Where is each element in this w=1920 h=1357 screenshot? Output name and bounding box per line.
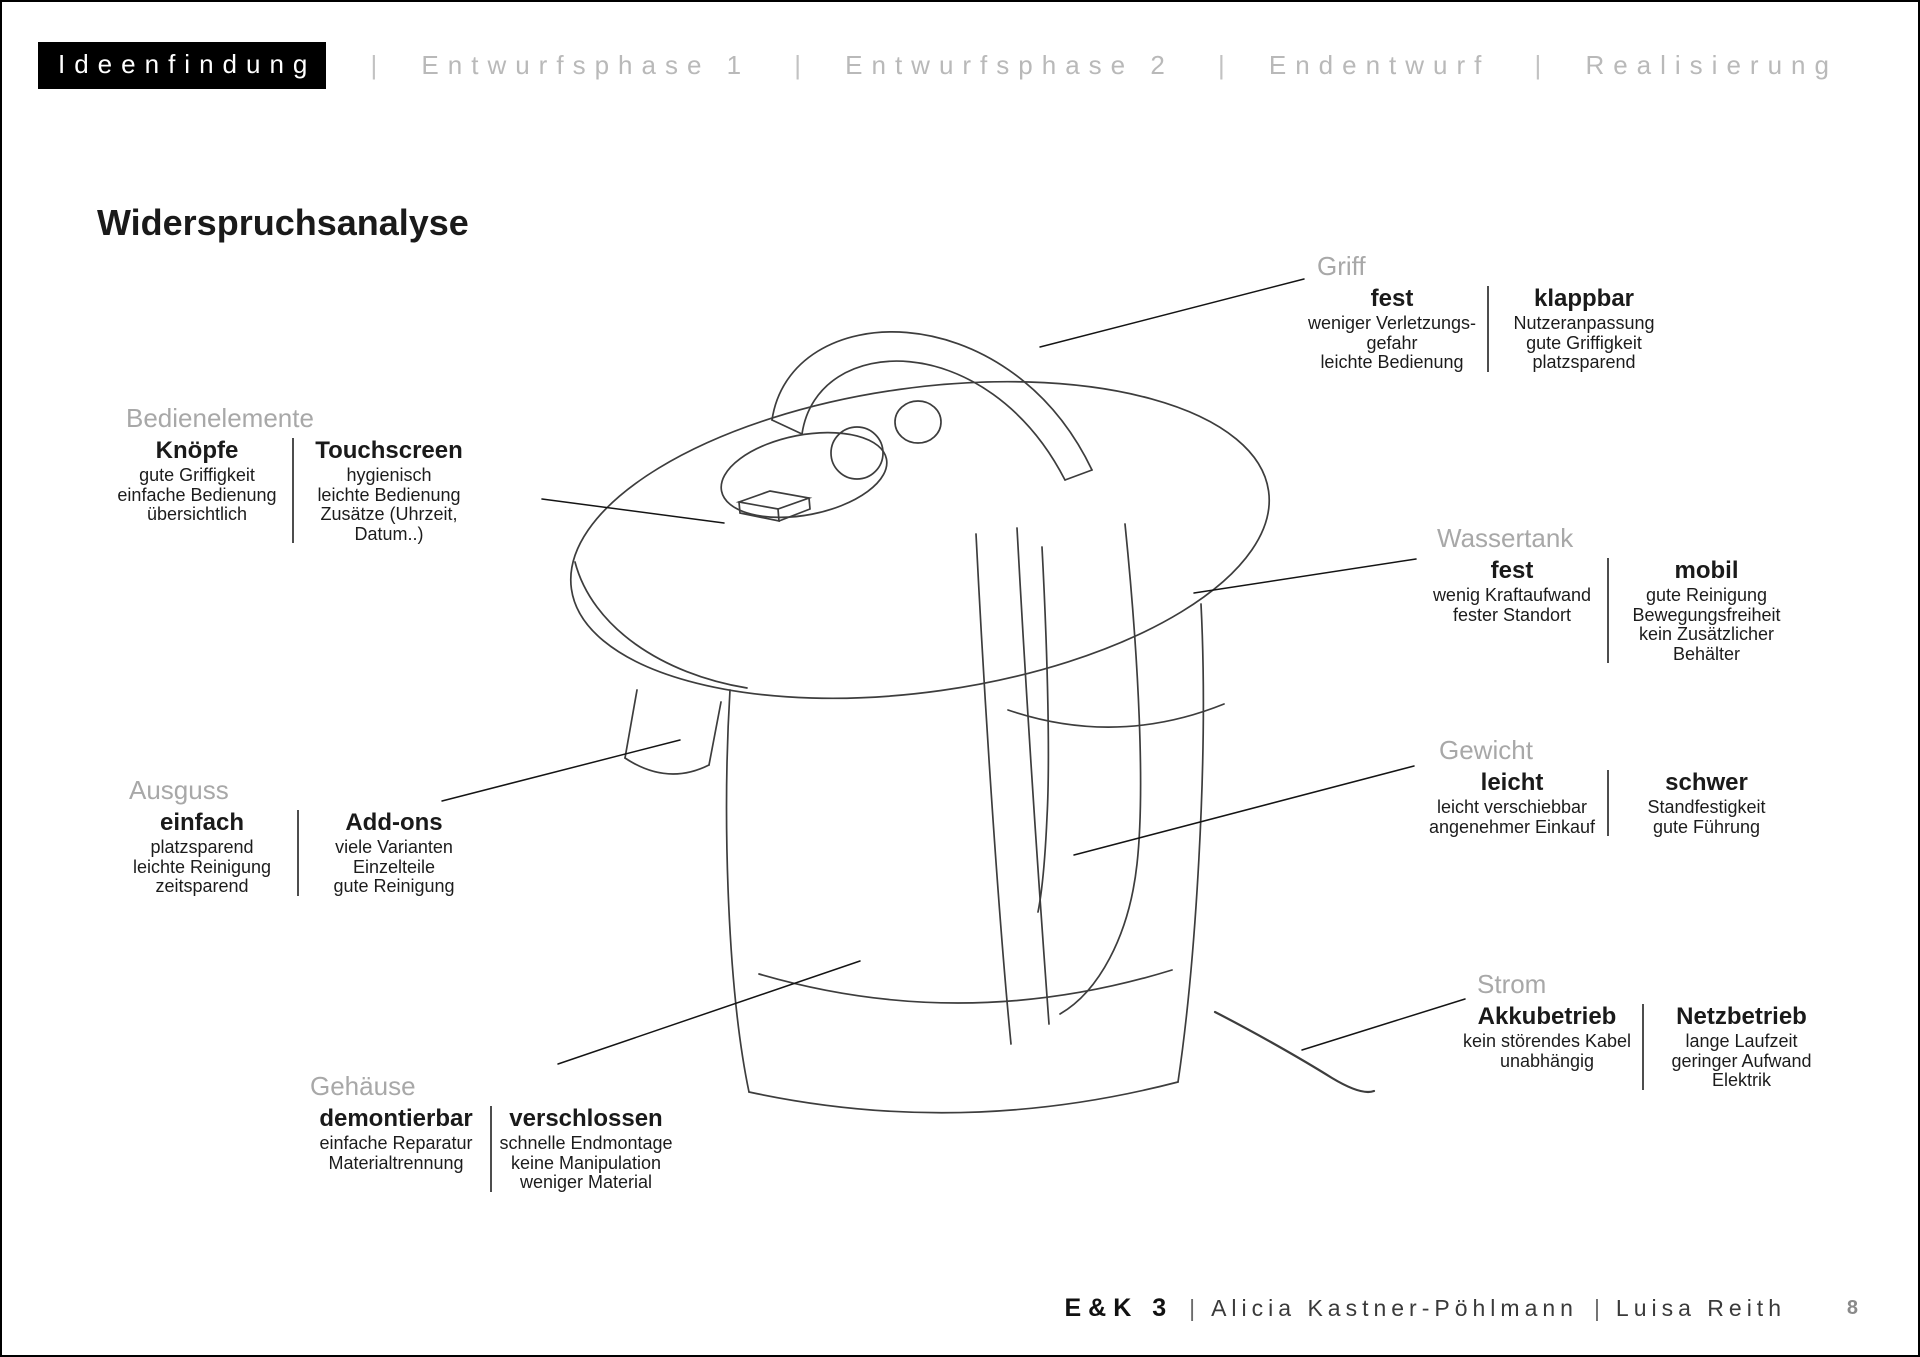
cutaway-edge-left	[976, 534, 1011, 1044]
author-name: Luisa Reith	[1615, 1295, 1786, 1321]
option-left	[302, 1105, 490, 1193]
option-detail: kein störendes Kabel	[1462, 1031, 1632, 1051]
annotation-label: Wassertank	[1437, 523, 1574, 553]
option-detail: kein Zusätzlicher	[1638, 624, 1775, 644]
option-detail: zeitsparend	[155, 876, 249, 896]
option-detail: keine Manipulation	[510, 1152, 662, 1173]
annotation-options	[1417, 769, 1804, 837]
pointer-line-gehaeuse	[558, 961, 860, 1064]
nav-item-ideenfindung-active[interactable]: Ideenfindung	[38, 42, 326, 89]
option-detail: viele Varianten	[335, 837, 453, 857]
option-detail: einfache Bedienung	[117, 484, 277, 505]
pointer-line-griff	[1040, 279, 1304, 347]
page-number: 8	[1846, 1297, 1858, 1319]
annotation-options	[102, 437, 484, 544]
option-left	[1417, 557, 1607, 664]
option-detail: platzsparend	[1532, 352, 1636, 372]
nav-item-entwurfsphase-2[interactable]: Entwurfsphase 2	[845, 49, 1174, 80]
option-left	[1452, 1003, 1642, 1091]
option-detail: Einzelteile	[352, 856, 436, 877]
annotation-label: Strom	[1477, 969, 1547, 999]
option-detail: Standfestigkeit	[1647, 797, 1766, 817]
kettle-spout-right	[709, 702, 721, 765]
nav-item-realisierung[interactable]: Realisierung	[1585, 49, 1838, 80]
option-right	[299, 809, 489, 897]
control-button-small	[895, 401, 941, 443]
option-detail: fester Standort	[1452, 604, 1572, 625]
option-right	[1644, 1003, 1839, 1091]
annotation-options	[107, 809, 489, 897]
option-detail: gute Reinigung	[1645, 585, 1768, 605]
pointer-line-strom	[1302, 999, 1465, 1050]
annotation-bedienelemente	[102, 404, 484, 544]
option-detail: hygienisch	[346, 465, 432, 485]
kettle-spout-bottom	[625, 758, 709, 774]
option-detail: lange Laufzeit	[1685, 1031, 1798, 1051]
kettle-spout-left	[625, 690, 637, 758]
option-title: Akkubetrieb	[1477, 1003, 1617, 1030]
tank-wall-inner	[1038, 547, 1048, 912]
option-detail: Materialtrennung	[328, 1152, 464, 1173]
option-left	[1417, 769, 1607, 837]
option-detail: Datum..)	[354, 523, 424, 544]
pointer-line-gewicht	[1074, 766, 1414, 855]
option-detail: Nutzeranpassung	[1513, 313, 1655, 333]
slide-footer	[1064, 1294, 1786, 1323]
kettle-body-right	[1178, 604, 1203, 1082]
option-detail: weniger Verletzungs-	[1307, 313, 1477, 333]
control-button-round	[831, 427, 883, 479]
kettle-handle-cap-left	[772, 420, 802, 434]
option-detail: gefahr	[1366, 332, 1418, 353]
option-left	[102, 437, 292, 544]
annotation-griff	[1297, 252, 1679, 373]
option-right	[294, 437, 484, 544]
option-detail: leicht verschiebbar	[1436, 797, 1588, 817]
annotation-gehaeuse	[302, 1072, 680, 1193]
kettle-illustration	[2, 2, 1920, 1357]
nav-separator: |	[794, 49, 801, 80]
kettle-body-left	[727, 690, 749, 1092]
option-title: klappbar	[1533, 285, 1635, 312]
footer-separator: |	[1189, 1295, 1196, 1321]
option-detail: platzsparend	[150, 837, 254, 857]
option-detail: Elektrik	[1711, 1070, 1771, 1090]
annotation-label: Gehäuse	[310, 1071, 416, 1101]
option-title: Add-ons	[345, 809, 443, 836]
option-detail: gute Griffigkeit	[139, 465, 255, 485]
pointer-line-wassertank	[1194, 559, 1416, 593]
annotation-label: Ausguss	[129, 775, 229, 805]
option-title: einfach	[159, 809, 245, 836]
page-title: Widerspruchsanalyse	[97, 202, 469, 243]
option-detail: Behälter	[1672, 643, 1741, 664]
option-title: demontierbar	[319, 1105, 473, 1132]
annotation-gewicht	[1417, 736, 1804, 837]
option-title: leicht	[1480, 769, 1544, 796]
option-title: fest	[1490, 557, 1534, 584]
kettle-deck-rim	[575, 562, 747, 688]
option-detail: leichte Bedienung	[1320, 352, 1464, 372]
annotation-wassertank	[1417, 524, 1804, 664]
option-detail: weniger Material	[519, 1172, 653, 1192]
annotation-options	[1452, 1003, 1839, 1091]
option-detail: angenehmer Einkauf	[1428, 816, 1596, 837]
annotation-strom	[1452, 970, 1839, 1091]
annotation-options	[1417, 557, 1804, 664]
option-detail: schnelle Endmontage	[499, 1133, 673, 1153]
pointer-line-bedienelemente	[542, 499, 724, 523]
annotation-options	[302, 1105, 680, 1193]
option-detail: Zusätze (Uhrzeit,	[320, 504, 458, 524]
option-detail: geringer Aufwand	[1671, 1050, 1812, 1071]
annotation-label: Gewicht	[1439, 735, 1533, 765]
option-detail: gute Griffigkeit	[1526, 332, 1642, 353]
option-title: fest	[1370, 285, 1414, 312]
option-right	[1489, 285, 1679, 373]
kettle-handle-inner	[802, 361, 1065, 480]
option-detail: unabhängig	[1499, 1050, 1595, 1071]
option-right	[1609, 769, 1804, 837]
option-left	[107, 809, 297, 897]
option-detail: wenig Kraftaufwand	[1432, 585, 1592, 605]
option-left	[1297, 285, 1487, 373]
nav-separator: |	[1534, 49, 1542, 80]
tank-wall-right	[1060, 524, 1141, 1014]
annotation-label: Bedienelemente	[126, 403, 314, 433]
option-right	[492, 1105, 680, 1193]
control-switch-top	[739, 491, 809, 509]
option-title: schwer	[1665, 769, 1748, 796]
nav-separator: |	[370, 49, 378, 80]
kettle-handle-outer	[772, 332, 1092, 470]
option-title: Netzbetrieb	[1676, 1003, 1807, 1030]
option-detail: gute Reinigung	[333, 876, 455, 896]
option-detail: Bewegungsfreiheit	[1632, 604, 1781, 625]
option-title: mobil	[1674, 557, 1739, 584]
nav-separator: |	[1217, 49, 1225, 80]
author-name: Alicia Kastner-Pöhlmann	[1211, 1295, 1578, 1321]
option-detail: leichte Reinigung	[132, 856, 272, 877]
project-label: E&K 3	[1064, 1294, 1174, 1322]
nav-item-endentwurf[interactable]: Endentwurf	[1268, 49, 1491, 80]
option-title: Touchscreen	[315, 437, 463, 464]
water-level-line	[1008, 704, 1224, 727]
option-right	[1609, 557, 1804, 664]
annotation-options	[1297, 285, 1679, 373]
kettle-handle-cap-right	[1065, 470, 1092, 480]
option-title: verschlossen	[509, 1105, 663, 1132]
nav-item-entwurfsphase-1[interactable]: Entwurfsphase 1	[421, 49, 751, 80]
option-detail: leichte Bedienung	[317, 484, 461, 505]
annotation-label: Griff	[1317, 251, 1366, 281]
option-detail: übersichtlich	[146, 504, 248, 524]
power-cord	[1215, 1012, 1374, 1092]
footer-separator: |	[1593, 1295, 1600, 1321]
option-detail: einfache Reparatur	[319, 1133, 473, 1153]
option-detail: gute Führung	[1652, 816, 1761, 837]
option-title: Knöpfe	[155, 437, 239, 464]
annotation-ausguss	[107, 776, 489, 897]
kettle-body-bottom	[749, 1082, 1178, 1113]
